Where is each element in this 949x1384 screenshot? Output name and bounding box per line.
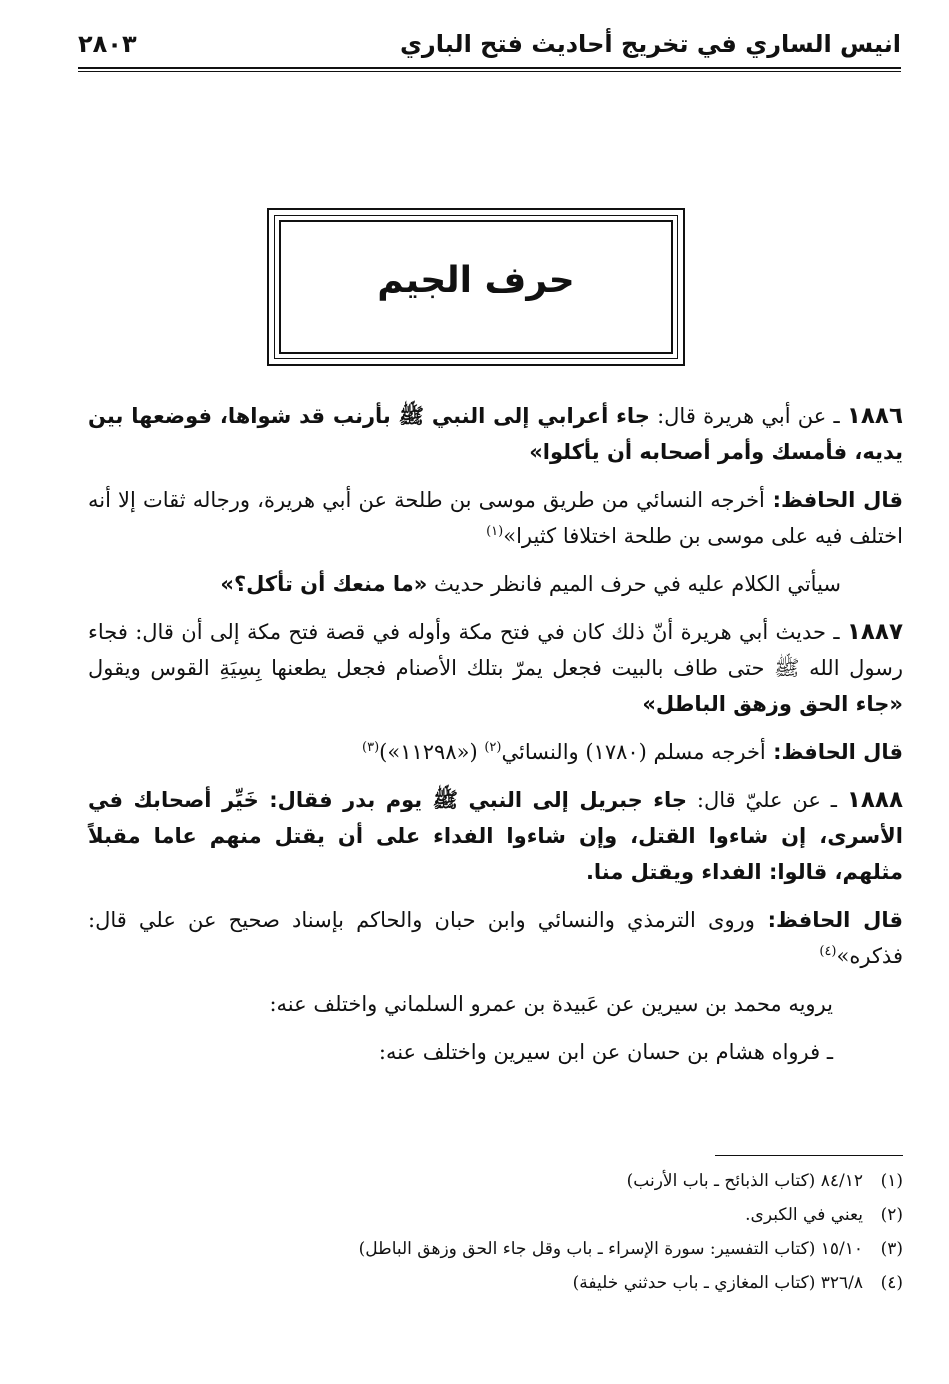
footnote-number: (٤) <box>880 1273 903 1293</box>
body-text <box>88 398 903 1082</box>
footnote-text: ٣٢٦/٨ (كتاب المغازي ـ باب حدثني خليفة) <box>572 1273 863 1293</box>
hadith-matn: جاء أعرابي إلى النبي ﷺ بأرنب قد شواها، فوضعها بين يديه، فأمسك وأمر أصحابه أن يأكلوا» <box>88 404 903 464</box>
hadith-lead: ـ عن أبي هريرة قال: <box>649 404 847 428</box>
hadith-number: ١٨٨٨ <box>846 787 903 813</box>
header-title: انيس الساري في تخريج أحاديث فتح الباري <box>399 30 901 58</box>
footnote-ref: (٣) <box>362 740 380 755</box>
see-text: سيأتي الكلام عليه في حرف الميم فانظر حديث <box>427 572 841 596</box>
footnote <box>88 1266 903 1300</box>
hadith-1886 <box>88 398 903 470</box>
hadith-1888 <box>88 782 903 890</box>
footnote-ref: (٤) <box>819 944 837 959</box>
chain-note-2: ـ فرواه هشام بن حسان عن ابن سيرين واختلف عنه: <box>378 1040 833 1064</box>
header-rule <box>78 67 901 69</box>
hadith-number: ١٨٨٦ <box>846 403 903 429</box>
hafiz-label: قال الحافظ: <box>765 740 903 764</box>
footnote-text: يعني في الكبرى. <box>745 1205 863 1225</box>
footnote-ref: (١) <box>486 524 504 539</box>
footnote-number: (١) <box>880 1171 903 1191</box>
chain-note-1: يرويه محمد بن سيرين عن عَبيدة بن عمرو السلماني واختلف عنه: <box>269 992 833 1016</box>
hafiz-comment-1888 <box>88 902 903 974</box>
hadith-text: ـ حديث أبي هريرة أنّ ذلك كان في فتح مكة وأوله في قصة فتح مكة إلى أن قال: فجاء رسول الله ﷺ حتى طاف بالبيت فجعل يمرّ بتلك الأصنام فجعل يطعنها بِسِيَةِ القوس ويقول <box>88 620 903 680</box>
page-number: ٢٨٠٣ <box>78 30 137 58</box>
hafiz-comment-1887 <box>88 734 903 770</box>
cross-reference-1886 <box>88 566 903 602</box>
hafiz-text: أخرجه النسائي من طريق موسى بن طلحة عن أبي هريرة، ورجاله ثقات إلا أنه اختلف فيه على موسى بن طلحة اختلافا كثيرا» <box>88 488 903 548</box>
hafiz-label: قال الحافظ: <box>764 488 903 512</box>
hafiz-comment-1886 <box>88 482 903 554</box>
hadith-quote: «جاء الحق وزهق الباطل» <box>642 692 903 716</box>
footnote-ref: (٢) <box>484 740 502 755</box>
footnote <box>88 1164 903 1198</box>
hadith-lead: ـ عن عليّ قال: <box>687 788 847 812</box>
footnote <box>88 1232 903 1266</box>
see-title: «ما منعك أن تأكل؟» <box>220 572 428 596</box>
section-title: حرف الجيم <box>377 260 575 301</box>
hafiz-text: أخرجه مسلم (١٧٨٠) والنسائي <box>501 740 766 764</box>
footnote-number: (٢) <box>880 1205 903 1225</box>
hafiz-text-2: («١١٢٩٨») <box>379 740 478 764</box>
footnotes <box>88 1164 903 1300</box>
hadith-matn: جاء جبريل إلى النبي ﷺ يوم بدر فقال: خَيِّر أصحابك في الأسرى، إن شاءوا القتل، وإن شاءوا الفداء على أن يقتل منهم عاما مقبلاً مثلهم، قالوا: الفداء ويقتل منا. <box>88 788 903 884</box>
footnote-number: (٣) <box>880 1239 903 1259</box>
hafiz-label: قال الحافظ: <box>754 908 903 932</box>
hafiz-text: وروى الترمذي والنسائي وابن حبان والحاكم بإسناد صحيح عن علي قال: فذكره» <box>88 908 903 968</box>
footnote-text: ٨٤/١٢ (كتاب الذبائح ـ باب الأرنب) <box>626 1171 863 1191</box>
section-title-frame <box>267 208 685 366</box>
running-header <box>78 24 901 68</box>
footnote <box>88 1198 903 1232</box>
header-rule-thin <box>78 71 901 72</box>
footnote-rule <box>715 1155 903 1156</box>
footnote-text: ١٥/١٠ (كتاب التفسير: سورة الإسراء ـ باب وقل جاء الحق وزهق الباطل) <box>358 1239 863 1259</box>
hadith-number: ١٨٨٧ <box>846 619 903 645</box>
hadith-1887 <box>88 614 903 722</box>
